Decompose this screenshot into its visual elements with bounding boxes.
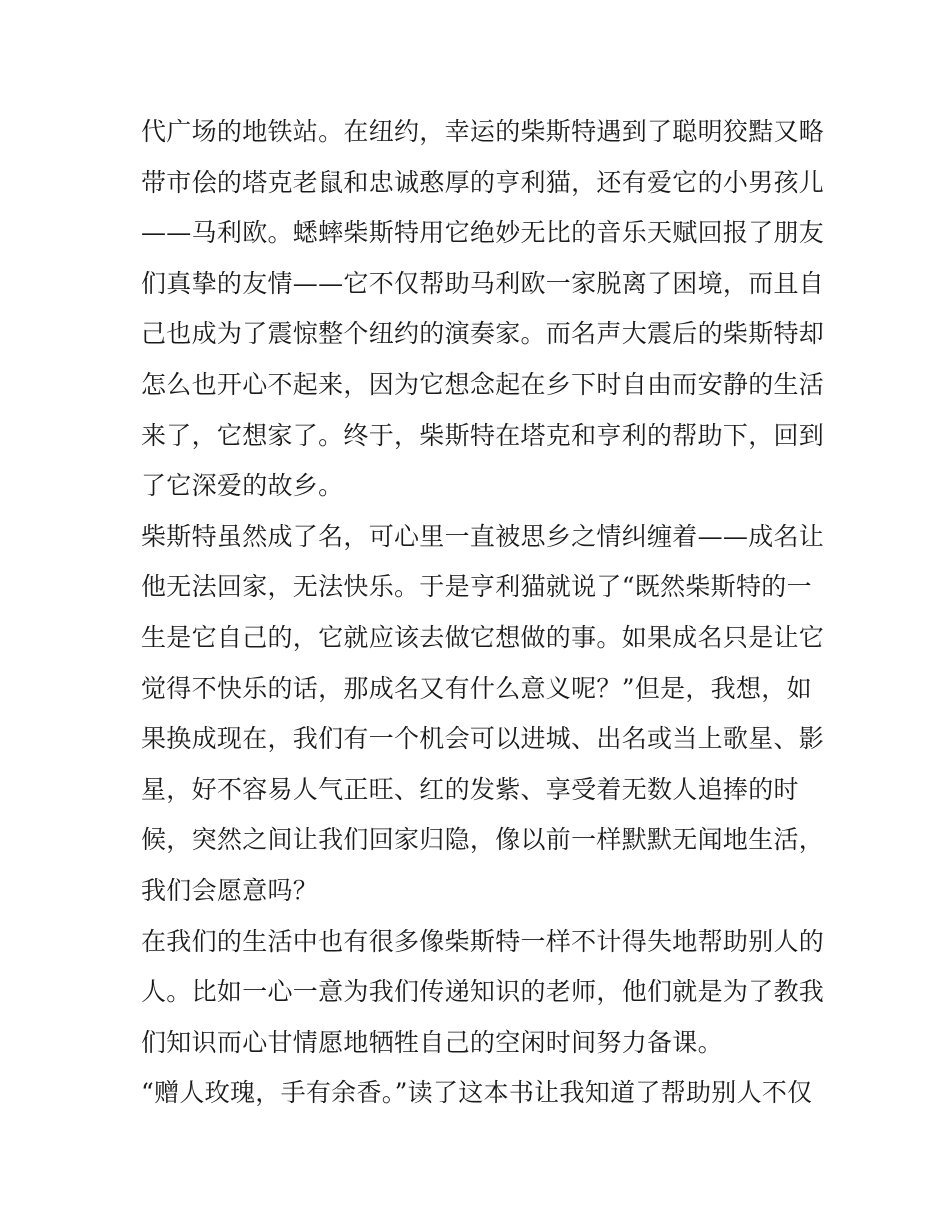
text-line: 生是它自己的，它就应该去做它想做的事。如果成名只是让它 <box>141 622 825 652</box>
text-line: 我们会愿意吗？ <box>141 875 319 905</box>
document-body <box>141 107 825 1119</box>
text-line: “赠人玫瑰，手有余香。”读了这本书让我知道了帮助别人不仅 <box>141 1078 813 1108</box>
text-line: 在我们的生活中也有很多像柴斯特一样不计得失地帮助别人的 <box>141 926 825 956</box>
text-line: 觉得不快乐的话，那成名又有什么意义呢？”但是，我想，如 <box>141 673 812 703</box>
text-line: 了它深爱的故乡。 <box>141 471 344 501</box>
text-line: 己也成为了震惊整个纽约的演奏家。而名声大震后的柴斯特却 <box>141 319 825 349</box>
text-line: 柴斯特虽然成了名，可心里一直被思乡之情纠缠着——成名让 <box>141 521 825 551</box>
text-line: 来了，它想家了。终于，柴斯特在塔克和亨利的帮助下，回到 <box>141 420 825 450</box>
text-line: 带市侩的塔克老鼠和忠诚憨厚的亨利猫，还有爱它的小男孩儿 <box>141 167 825 197</box>
text-line: 候，突然之间让我们回家归隐，像以前一样默默无闻地生活， <box>141 825 825 855</box>
text-line: 果换成现在，我们有一个机会可以进城、出名或当上歌星、影 <box>141 724 825 754</box>
text-line: 星，好不容易人气正旺、红的发紫、享受着无数人追捧的时 <box>141 774 799 804</box>
text-line: 他无法回家，无法快乐。于是亨利猫就说了“既然柴斯特的一 <box>141 572 812 602</box>
text-line: 人。比如一心一意为我们传递知识的老师，他们就是为了教我 <box>141 977 825 1007</box>
text-line: 们真挚的友情——它不仅帮助马利欧一家脱离了困境，而且自 <box>141 268 825 298</box>
text-line: 代广场的地铁站。在纽约，幸运的柴斯特遇到了聪明狡黠又略 <box>141 117 825 146</box>
text-line: 们知识而心甘情愿地牺牲自己的空闲时间努力备课。 <box>141 1027 723 1057</box>
text-line: ——马利欧。蟋蟀柴斯特用它绝妙无比的音乐天赋回报了朋友 <box>141 218 825 248</box>
text-line: 怎么也开心不起来，因为它想念起在乡下时自由而安静的生活 <box>141 369 825 399</box>
